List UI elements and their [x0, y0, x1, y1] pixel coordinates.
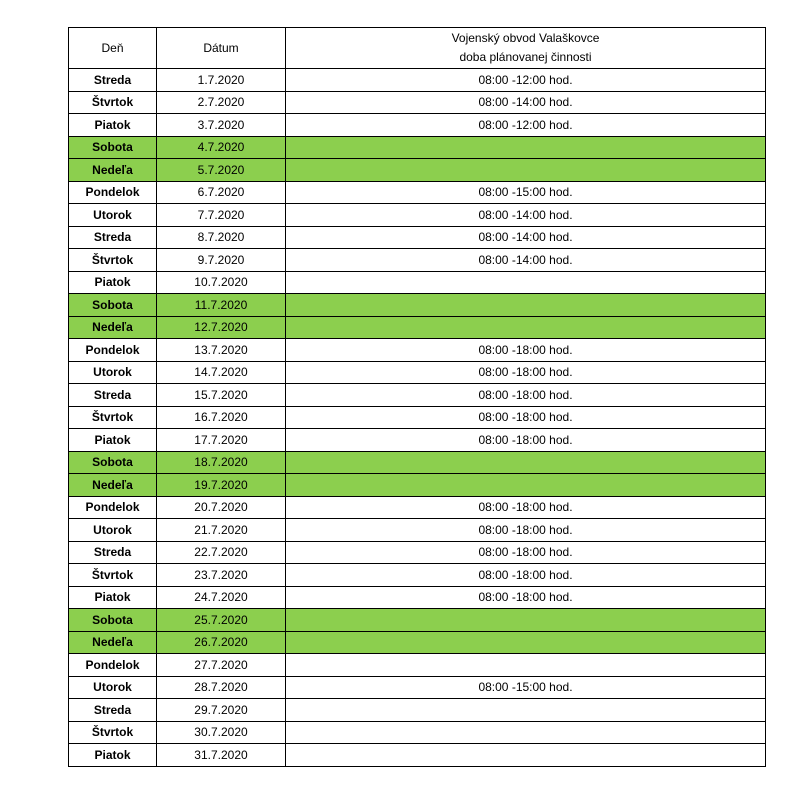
activity-time-cell — [286, 271, 766, 294]
table-row — [69, 361, 766, 384]
date-cell: 15.7.2020 — [157, 384, 286, 407]
table-row — [69, 519, 766, 542]
date-cell: 16.7.2020 — [157, 406, 286, 429]
table-row — [69, 204, 766, 227]
activity-time-text: 08:00 -12:00 hod. — [478, 72, 573, 87]
activity-time-cell — [286, 406, 766, 429]
day-cell: Nedeľa — [69, 159, 157, 182]
table-row — [69, 181, 766, 204]
date-cell: 5.7.2020 — [157, 159, 286, 182]
activity-time-text: 08:00 -18:00 hod. — [478, 387, 573, 402]
day-cell: Pondelok — [69, 339, 157, 362]
date-cell: 22.7.2020 — [157, 541, 286, 564]
date-cell: 8.7.2020 — [157, 226, 286, 249]
table-row — [69, 541, 766, 564]
date-cell: 9.7.2020 — [157, 249, 286, 272]
day-cell: Streda — [69, 384, 157, 407]
date-cell: 3.7.2020 — [157, 114, 286, 137]
date-cell: 12.7.2020 — [157, 316, 286, 339]
activity-time-cell — [286, 136, 766, 159]
day-cell: Utorok — [69, 519, 157, 542]
schedule-body — [69, 69, 766, 767]
activity-time-cell — [286, 249, 766, 272]
activity-time-cell — [286, 91, 766, 114]
table-row — [69, 384, 766, 407]
day-cell: Streda — [69, 69, 157, 92]
table-row — [69, 69, 766, 92]
activity-time-cell — [286, 721, 766, 744]
table-row — [69, 159, 766, 182]
activity-time-text: 08:00 -14:00 hod. — [478, 207, 573, 222]
activity-time-cell — [286, 631, 766, 654]
activity-time-cell — [286, 451, 766, 474]
table-row — [69, 609, 766, 632]
date-cell: 18.7.2020 — [157, 451, 286, 474]
day-cell: Utorok — [69, 676, 157, 699]
activity-time-cell — [286, 744, 766, 767]
table-row — [69, 721, 766, 744]
activity-time-cell — [286, 676, 766, 699]
table-row — [69, 586, 766, 609]
day-cell: Utorok — [69, 204, 157, 227]
activity-time-cell — [286, 564, 766, 587]
activity-time-cell — [286, 519, 766, 542]
day-cell: Nedeľa — [69, 474, 157, 497]
table-row — [69, 699, 766, 722]
table-row — [69, 271, 766, 294]
day-cell: Streda — [69, 541, 157, 564]
activity-time-text: 08:00 -15:00 hod. — [478, 185, 573, 200]
day-cell: Sobota — [69, 451, 157, 474]
activity-time-cell — [286, 339, 766, 362]
day-cell: Štvrtok — [69, 91, 157, 114]
date-cell: 27.7.2020 — [157, 654, 286, 677]
day-cell: Štvrtok — [69, 564, 157, 587]
table-row — [69, 744, 766, 767]
header-activity-time — [286, 28, 766, 69]
date-cell: 2.7.2020 — [157, 91, 286, 114]
activity-time-cell — [286, 609, 766, 632]
activity-time-cell — [286, 496, 766, 519]
day-cell: Sobota — [69, 136, 157, 159]
activity-time-cell — [286, 429, 766, 452]
activity-time-cell — [286, 541, 766, 564]
table-row — [69, 91, 766, 114]
activity-time-cell — [286, 474, 766, 497]
day-cell: Sobota — [69, 609, 157, 632]
date-cell: 6.7.2020 — [157, 181, 286, 204]
activity-time-text: 08:00 -18:00 hod. — [478, 567, 573, 582]
table-row — [69, 114, 766, 137]
activity-time-text: 08:00 -15:00 hod. — [478, 680, 573, 695]
header-day: Deň — [69, 28, 157, 69]
activity-time-text: 08:00 -18:00 hod. — [478, 522, 573, 537]
day-cell: Piatok — [69, 586, 157, 609]
date-cell: 13.7.2020 — [157, 339, 286, 362]
activity-time-cell — [286, 654, 766, 677]
header-activity-subtitle: doba plánovanej činnosti — [459, 50, 592, 64]
activity-time-text: 08:00 -14:00 hod. — [478, 230, 573, 245]
date-cell: 17.7.2020 — [157, 429, 286, 452]
activity-time-cell — [286, 114, 766, 137]
activity-time-text: 08:00 -18:00 hod. — [478, 590, 573, 605]
day-cell: Piatok — [69, 114, 157, 137]
date-cell: 7.7.2020 — [157, 204, 286, 227]
activity-time-text: 08:00 -14:00 hod. — [478, 252, 573, 267]
day-cell: Štvrtok — [69, 406, 157, 429]
activity-time-cell — [286, 586, 766, 609]
day-cell: Štvrtok — [69, 249, 157, 272]
header-row — [69, 28, 766, 69]
activity-time-cell — [286, 69, 766, 92]
date-cell: 4.7.2020 — [157, 136, 286, 159]
activity-time-text: 08:00 -18:00 hod. — [478, 410, 573, 425]
day-cell: Nedeľa — [69, 316, 157, 339]
activity-time-text: 08:00 -18:00 hod. — [478, 500, 573, 515]
day-cell: Utorok — [69, 361, 157, 384]
date-cell: 21.7.2020 — [157, 519, 286, 542]
date-cell: 1.7.2020 — [157, 69, 286, 92]
activity-time-cell — [286, 159, 766, 182]
activity-time-cell — [286, 181, 766, 204]
activity-time-text: 08:00 -18:00 hod. — [478, 545, 573, 560]
date-cell: 31.7.2020 — [157, 744, 286, 767]
activity-time-cell — [286, 204, 766, 227]
table-row — [69, 339, 766, 362]
activity-time-text: 08:00 -18:00 hod. — [478, 432, 573, 447]
table-row — [69, 496, 766, 519]
activity-time-cell — [286, 316, 766, 339]
day-cell: Pondelok — [69, 181, 157, 204]
day-cell: Streda — [69, 226, 157, 249]
activity-time-cell — [286, 384, 766, 407]
date-cell: 26.7.2020 — [157, 631, 286, 654]
day-cell: Piatok — [69, 744, 157, 767]
table-row — [69, 406, 766, 429]
table-row — [69, 676, 766, 699]
table-row — [69, 136, 766, 159]
header-activity-title: Vojenský obvod Valaškovce — [451, 31, 600, 45]
day-cell: Sobota — [69, 294, 157, 317]
date-cell: 23.7.2020 — [157, 564, 286, 587]
date-cell: 19.7.2020 — [157, 474, 286, 497]
activity-time-text: 08:00 -18:00 hod. — [478, 342, 573, 357]
table-row — [69, 294, 766, 317]
day-cell: Piatok — [69, 429, 157, 452]
activity-time-cell — [286, 699, 766, 722]
table-row — [69, 451, 766, 474]
day-cell: Streda — [69, 699, 157, 722]
activity-time-cell — [286, 294, 766, 317]
date-cell: 29.7.2020 — [157, 699, 286, 722]
table-row — [69, 474, 766, 497]
date-cell: 28.7.2020 — [157, 676, 286, 699]
activity-time-cell — [286, 361, 766, 384]
day-cell: Nedeľa — [69, 631, 157, 654]
header-date: Dátum — [157, 28, 286, 69]
table-row — [69, 631, 766, 654]
date-cell: 20.7.2020 — [157, 496, 286, 519]
table-row — [69, 226, 766, 249]
date-cell: 10.7.2020 — [157, 271, 286, 294]
schedule-table — [68, 27, 766, 767]
table-row — [69, 249, 766, 272]
date-cell: 14.7.2020 — [157, 361, 286, 384]
date-cell: 30.7.2020 — [157, 721, 286, 744]
day-cell: Piatok — [69, 271, 157, 294]
activity-time-cell — [286, 226, 766, 249]
date-cell: 24.7.2020 — [157, 586, 286, 609]
activity-time-text: 08:00 -18:00 hod. — [478, 365, 573, 380]
day-cell: Pondelok — [69, 496, 157, 519]
table-row — [69, 429, 766, 452]
table-row — [69, 564, 766, 587]
date-cell: 25.7.2020 — [157, 609, 286, 632]
activity-time-text: 08:00 -12:00 hod. — [478, 117, 573, 132]
date-cell: 11.7.2020 — [157, 294, 286, 317]
table-row — [69, 316, 766, 339]
activity-time-text: 08:00 -14:00 hod. — [478, 95, 573, 110]
day-cell: Pondelok — [69, 654, 157, 677]
table-row — [69, 654, 766, 677]
day-cell: Štvrtok — [69, 721, 157, 744]
